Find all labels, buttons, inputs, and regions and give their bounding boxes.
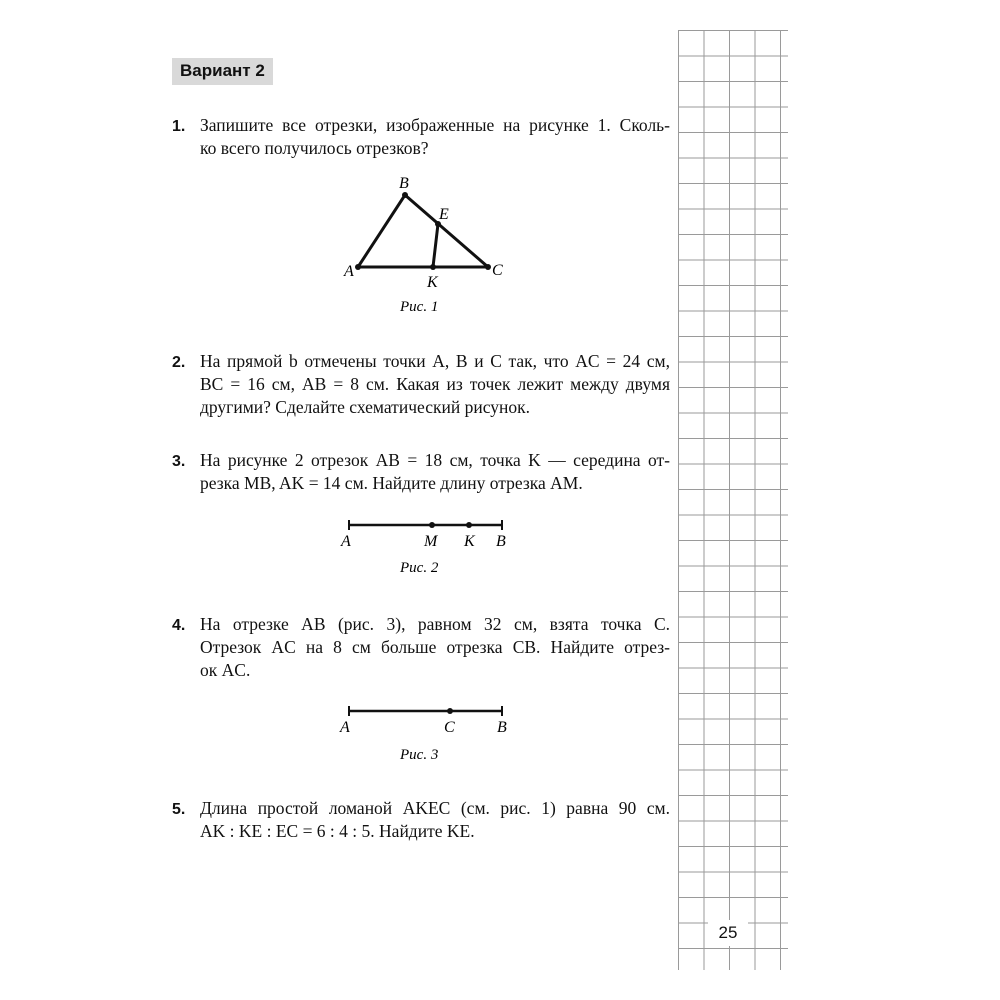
label-b: B	[497, 719, 507, 736]
task-number: 4.	[172, 617, 186, 634]
figure-caption: Рис. 3	[400, 747, 439, 763]
task-line: AK : KE : EC = 6 : 4 : 5. Найдите KE.	[200, 821, 475, 841]
task-number: 1.	[172, 118, 186, 135]
task-line: На отрезке AB (рис. 3), равном 32 см, взята точка C.	[200, 614, 670, 634]
task-line: Запишите все отрезки, изображенные на рисунке 1. Сколь-	[200, 115, 670, 135]
figure-3	[330, 700, 530, 770]
label-c: C	[492, 262, 503, 279]
task-text	[200, 449, 670, 495]
task-line: На прямой b отмечены точки A, B и C так, что AC = 24 см,	[200, 351, 670, 371]
task-text	[200, 613, 670, 682]
task-text	[200, 114, 670, 160]
figure-1	[330, 170, 530, 320]
label-a: A	[344, 263, 354, 280]
label-a: A	[341, 533, 351, 550]
task-number: 2.	[172, 354, 186, 371]
figure-2	[330, 512, 530, 582]
segment-ek	[433, 224, 438, 267]
label-c: C	[444, 719, 455, 736]
label-b: B	[399, 175, 409, 192]
point-b	[402, 192, 408, 198]
task-number: 3.	[172, 453, 186, 470]
point-k	[466, 522, 472, 528]
task-line: ко всего получилось отрезков?	[200, 138, 429, 158]
label-e: E	[439, 206, 449, 223]
task-line: другими? Сделайте схематический рисунок.	[200, 397, 530, 417]
task-line: резка MB, AK = 14 см. Найдите длину отрезка AM.	[200, 473, 583, 493]
task-line: BC = 16 см, AB = 8 см. Какая из точек лежит между двумя	[200, 374, 670, 394]
task-text	[200, 797, 670, 843]
variant-heading: Вариант 2	[172, 58, 273, 85]
point-m	[429, 522, 435, 528]
point-c	[485, 264, 491, 270]
label-k: K	[464, 533, 475, 550]
label-a: A	[340, 719, 350, 736]
task-line: На рисунке 2 отрезок AB = 18 см, точка K — середина от-	[200, 450, 670, 470]
task-line: Длина простой ломаной AKEC (см. рис. 1) равна 90 см.	[200, 798, 670, 818]
figure-caption: Рис. 1	[400, 299, 439, 315]
label-m: M	[424, 533, 438, 550]
task-line: Отрезок AC на 8 см больше отрезка CB. Найдите отрез-	[200, 637, 670, 657]
label-b: B	[496, 533, 506, 550]
figure-caption: Рис. 2	[400, 560, 439, 576]
segment-ab	[358, 195, 405, 267]
point-a	[355, 264, 361, 270]
point-c	[447, 708, 453, 714]
point-k	[430, 264, 436, 270]
task-number: 5.	[172, 801, 186, 818]
task-line: ок AC.	[200, 660, 251, 680]
label-k: K	[427, 274, 438, 291]
page-number: 25	[708, 920, 748, 946]
notes-grid	[678, 30, 790, 970]
task-text	[200, 350, 670, 419]
